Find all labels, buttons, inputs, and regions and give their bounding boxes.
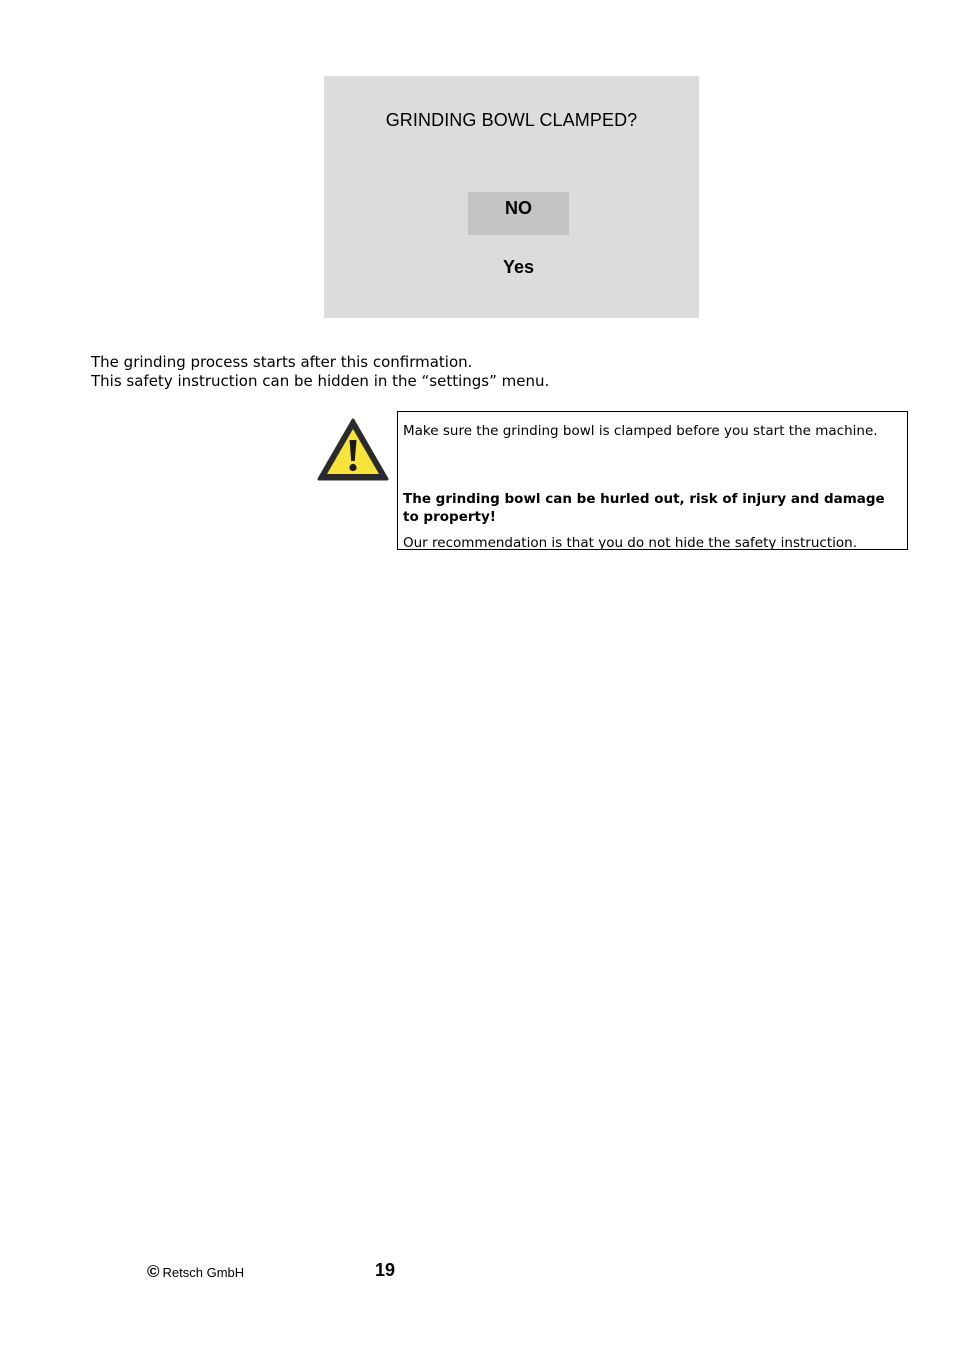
body-text (91, 353, 549, 391)
warning-text: Make sure the grinding bowl is clamped before you start the machine. (403, 423, 878, 439)
page-number: 19 (375, 1260, 396, 1280)
body-line-2: This safety instruction can be hidden in the “settings” menu. (91, 372, 550, 390)
yes-button[interactable]: Yes (502, 257, 535, 277)
warning-box (397, 411, 908, 550)
no-button[interactable]: NO (468, 192, 569, 235)
company-name: Retsch GmbH (162, 1265, 245, 1280)
body-line-1: The grinding process starts after this confirmation. (91, 353, 473, 371)
warning-danger-text: The grinding bowl can be hurled out, risk of injury and damage to property! (403, 491, 885, 525)
confirmation-screen (324, 76, 699, 318)
warning-recommendation: Our recommendation is that you do not hide the safety instruction. (403, 535, 857, 551)
screen-title: GRINDING BOWL CLAMPED? (385, 110, 638, 130)
copyright-symbol: © (147, 1262, 160, 1281)
warning-triangle-icon (316, 417, 390, 483)
footer-copyright (147, 1262, 244, 1282)
